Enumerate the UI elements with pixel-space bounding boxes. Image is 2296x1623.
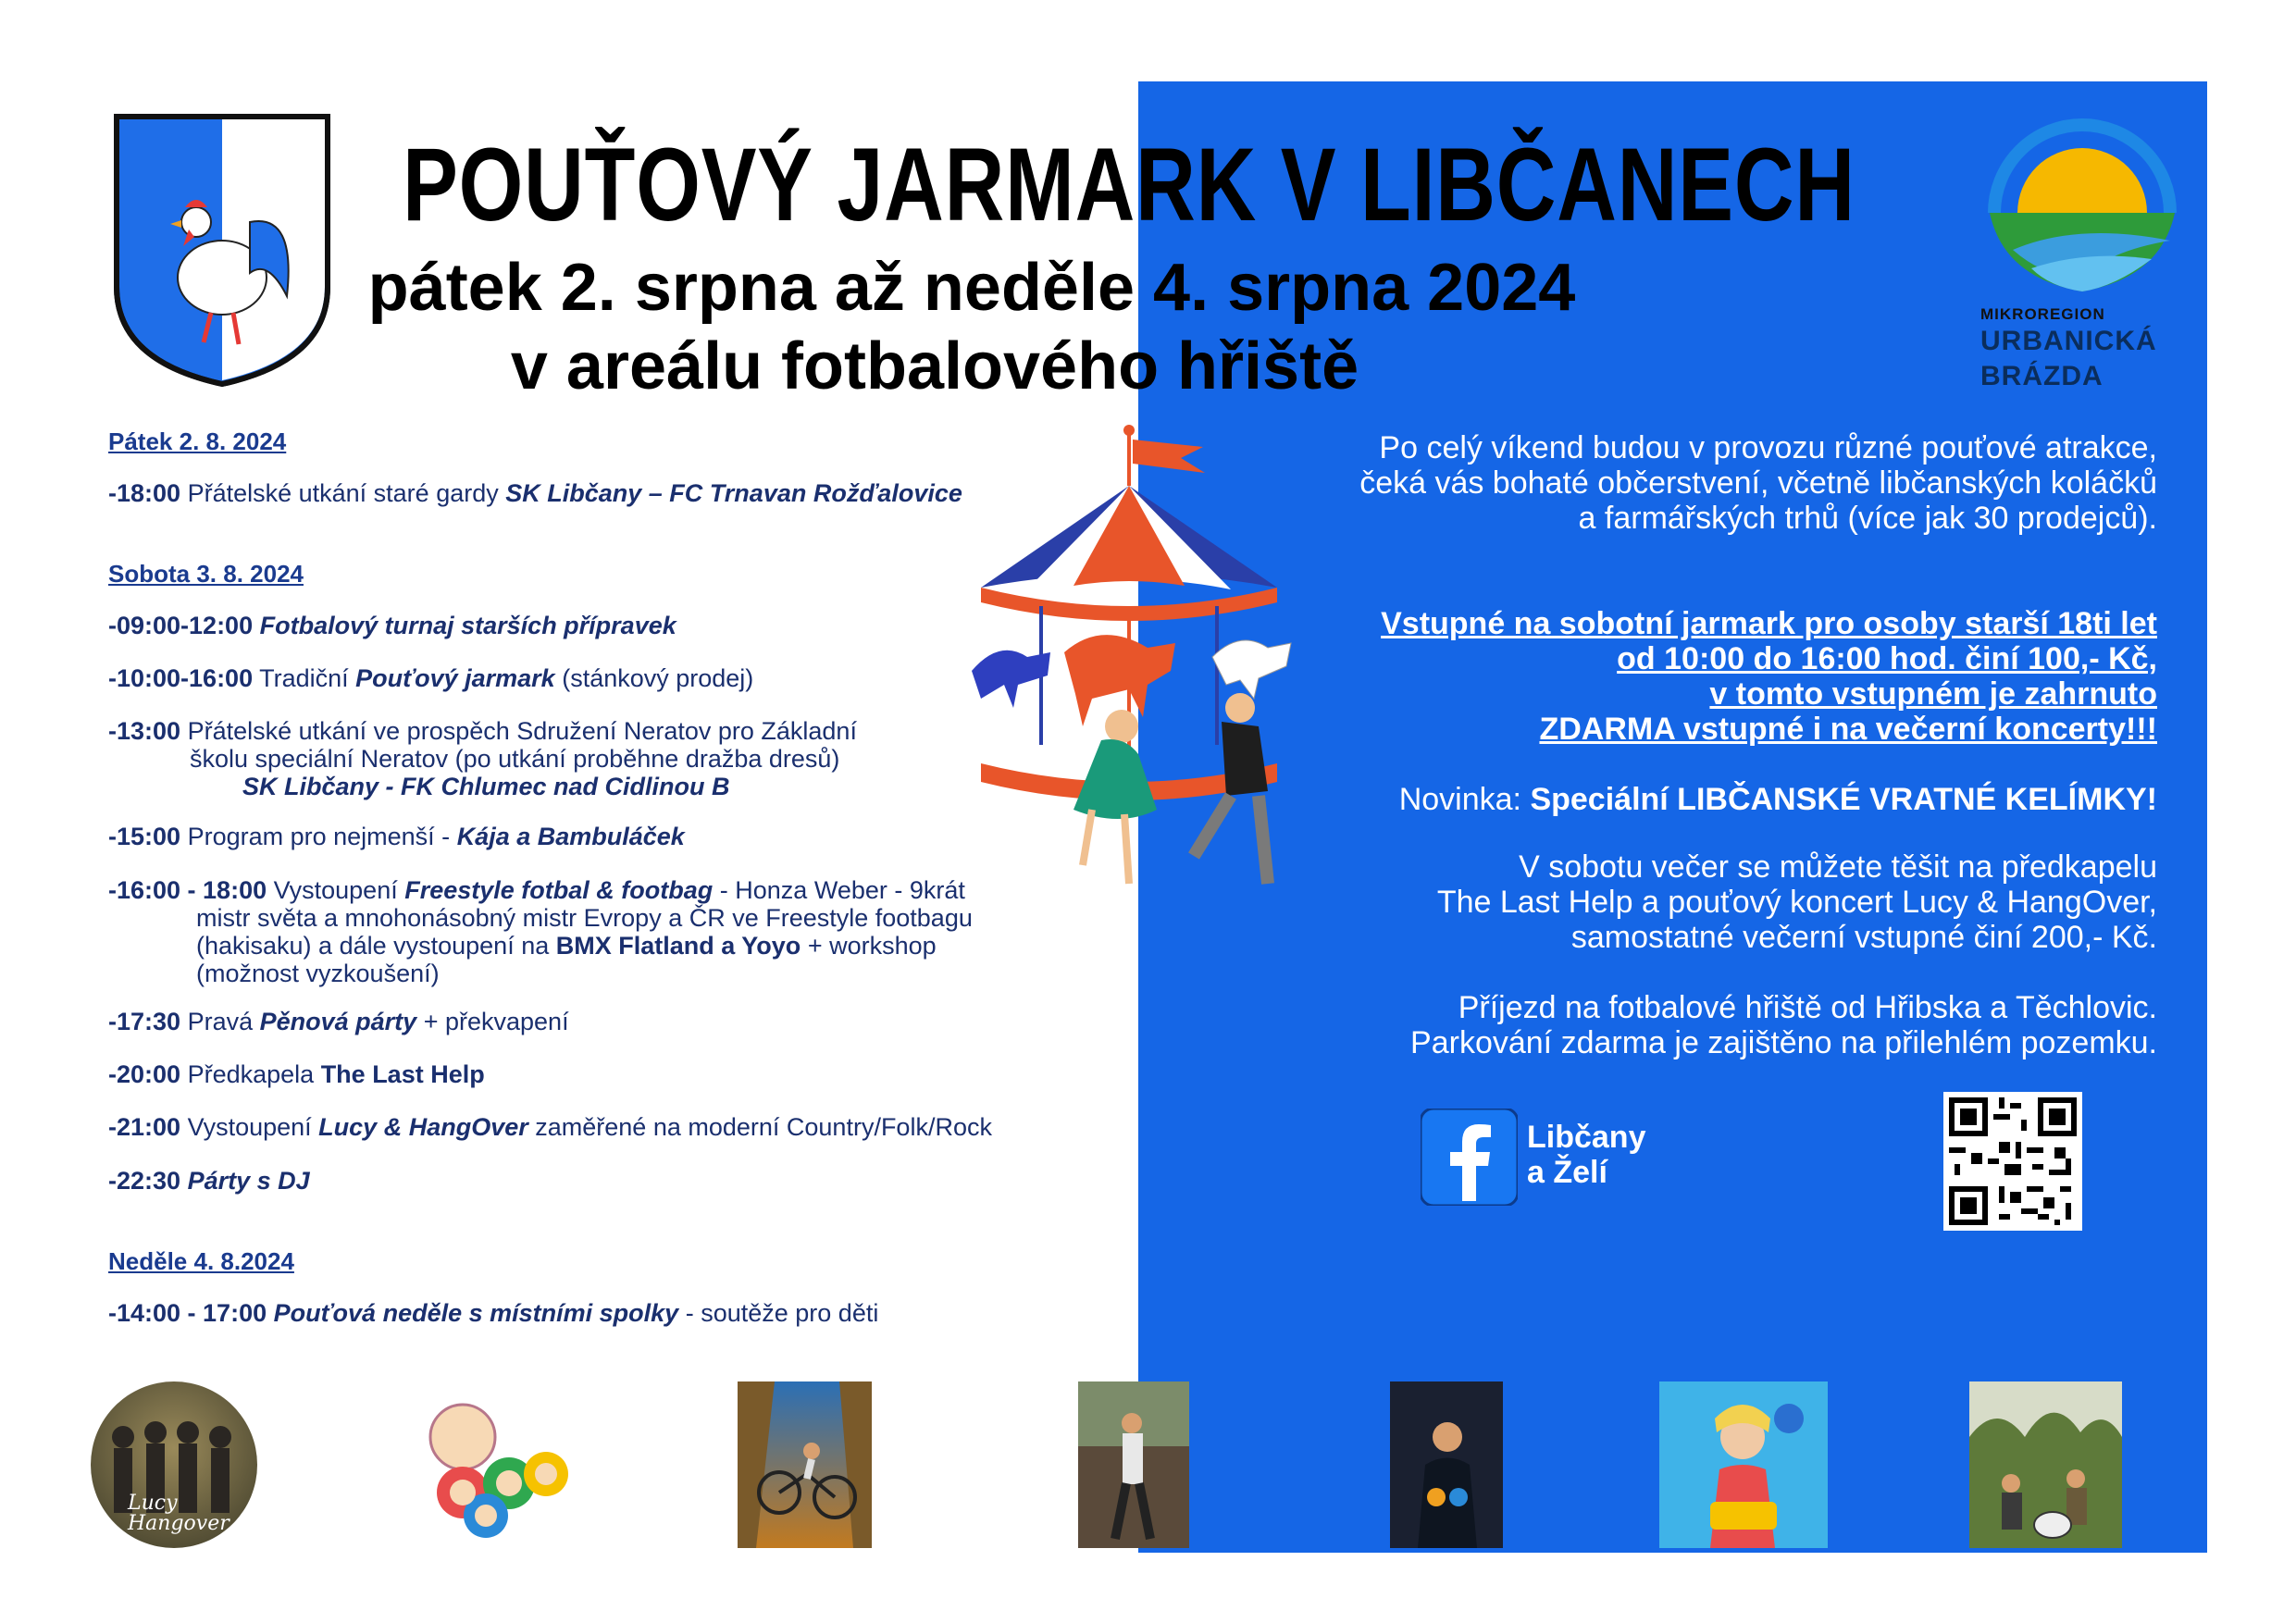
event-saturday-1: -09:00-12:00 Fotbalový turnaj starších přípravek [108, 612, 676, 639]
event-saturday-8: -21:00 Vystoupení Lucy & HangOver zaměřené na moderní Country/Folk/Rock [108, 1113, 992, 1141]
carousel-illustration-icon [962, 421, 1314, 939]
band-photo-lucy-hangover [91, 1381, 257, 1548]
event-saturday-6: -17:30 Pravá Pěnová párty + překvapení [108, 1008, 569, 1035]
event-saturday-9: -22:30 Párty s DJ [108, 1167, 310, 1195]
qr-code-icon[interactable] [1943, 1092, 2082, 1231]
microregion-logo-icon [1976, 111, 2189, 296]
event-saturday-7: -20:00 Předkapela The Last Help [108, 1060, 485, 1088]
yoyo-photo-icon [1390, 1381, 1503, 1548]
kaja-bambulacek-logo-icon [407, 1381, 578, 1548]
event-friday-1: -18:00 Přátelské utkání staré gardy SK Libčany – FC Trnavan Rožďalovice [108, 479, 962, 507]
logo-line2: BRÁZDA [1980, 361, 2104, 391]
day-heading-sunday: Neděle 4. 8.2024 [108, 1247, 294, 1275]
event-saturday-4: -15:00 Program pro nejmenší - Kája a Bambuláček [108, 823, 685, 850]
event-dates: pátek 2. srpna až neděle 4. srpna 2024 [367, 251, 1576, 325]
the-last-help-photo-icon [1969, 1381, 2122, 1548]
page-title: POUŤOVÝ JARMARK V LIBČANECH [403, 127, 1855, 242]
band-caption: Lucy Hangover [128, 1492, 230, 1535]
footbag-photo-icon [1078, 1381, 1189, 1548]
day-heading-friday: Pátek 2. 8. 2024 [108, 427, 287, 455]
info-concert: V sobotu večer se můžete těšit na předkapelu The Last Help a pouťový koncert Lucy & HangOver, samostatné večerní vstupné činí 200,- Kč. [1436, 849, 2157, 955]
logo-line1: URBANICKÁ [1980, 326, 2157, 356]
facebook-page-name[interactable]: Libčany a Želí [1527, 1120, 1646, 1190]
info-arrival: Příjezd na fotbalové hřiště od Hřibska a Těchlovic. Parkování zdarma je zajištěno na přilehlém pozemku. [1410, 990, 2157, 1060]
welcome-message: Všichni jste srdečně zváni! [0, 1, 875, 78]
event-sunday-1: -14:00 - 17:00 Pouťová neděle s místními spolky - soutěže pro děti [108, 1299, 879, 1327]
event-saturday-2: -10:00-16:00 Tradiční Pouťový jarmark (stánkový prodej) [108, 664, 754, 692]
day-heading-saturday: Sobota 3. 8. 2024 [108, 560, 304, 588]
info-attractions: Po celý víkend budou v provozu různé pouťové atrakce, čeká vás bohaté občerstvení, včetně libčanských koláčků a farmářských trhů (více jak 30 prodejců). [1359, 430, 2157, 536]
event-venue: v areálu fotbalového hřiště [510, 329, 1359, 403]
kaja-photo-icon [1659, 1381, 1828, 1548]
info-novinka: Novinka: Speciální LIBČANSKÉ VRATNÉ KELÍMKY! [1398, 782, 2157, 817]
event-saturday-3: -13:00 Přátelské utkání ve prospěch Sdružení Neratov pro Základní školu speciální Neratov (po utkání proběhne dražba dresů) SK Libčany - FK Chlumec nad Cidlinou B [108, 717, 857, 800]
logo-small-text: MIKROREGION [1980, 305, 2105, 323]
info-admission: Vstupné na sobotní jarmark pro osoby starší 18ti let od 10:00 do 16:00 hod. činí 100,- Kč, v tomto vstupném je zahrnuto ZDARMA vstupné i na večerní koncerty!!! [1381, 606, 2157, 747]
event-saturday-5: -16:00 - 18:00 Vystoupení Freestyle fotbal & footbag - Honza Weber - 9krát mistr světa a mnohonásobný mistr Evropy a ČR ve Freestyle footbagu (hakisaku) a dále vystoupení na BMX Flatland a Yoyo + workshop (možnost vyzkoušení) [108, 876, 973, 987]
facebook-icon[interactable] [1421, 1109, 1518, 1206]
bmx-photo-icon [738, 1381, 872, 1548]
